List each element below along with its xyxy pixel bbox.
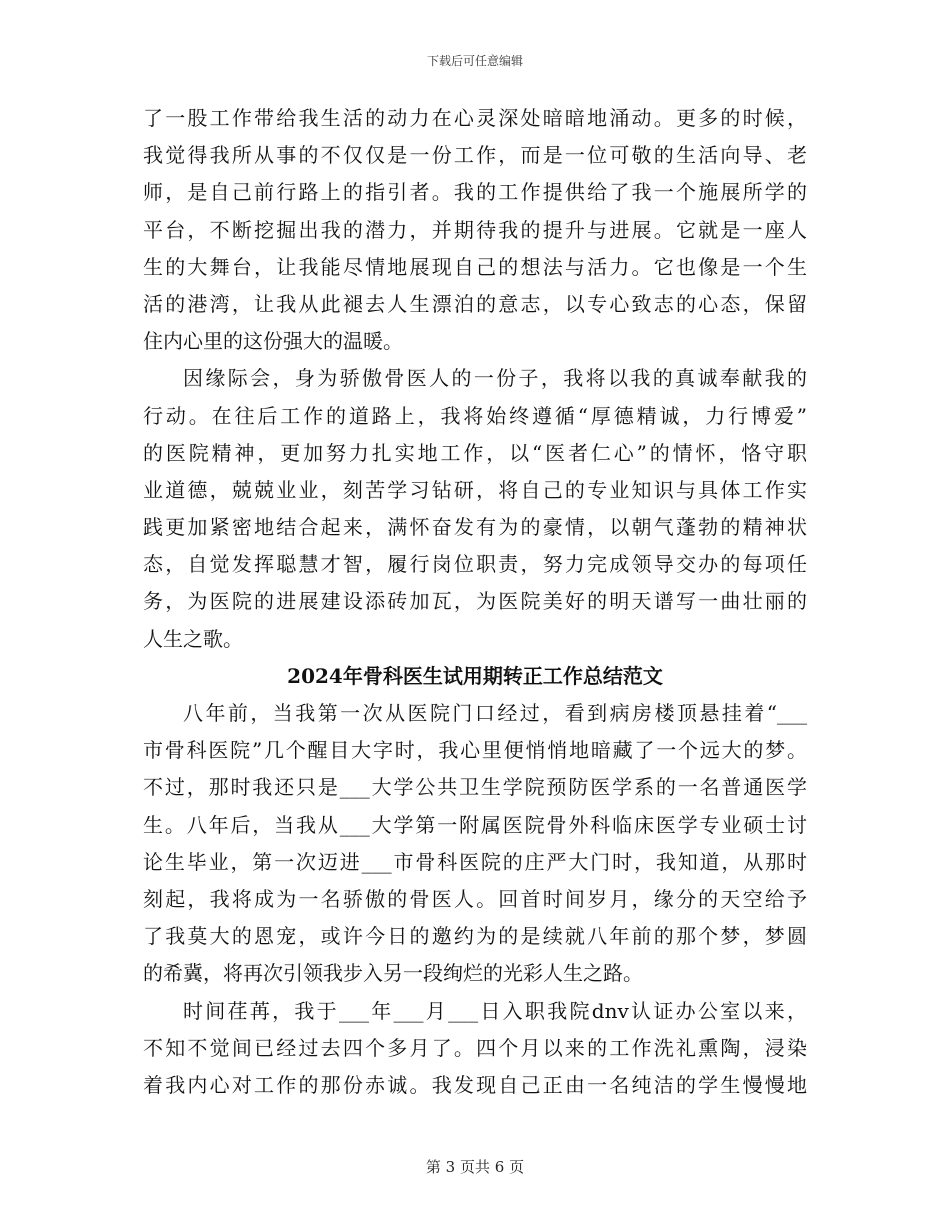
text-line: 务，为医院的进展建设添砖加瓦，为医院美好的明天谱写一曲壮丽的 [143, 589, 807, 614]
text-line: 行动。在往后工作的道路上，我将始终遵循“厚德精诚，力行博爱” [143, 403, 807, 428]
text-line: 刻起，我将成为一名骄傲的骨医人。回首时间岁月，缘分的天空给予 [143, 886, 807, 911]
text-line: 着我内心对工作的那份赤诚。我发现自己正由一名纯洁的学生慢慢地 [143, 1072, 807, 1097]
text-line: 八年前，当我第一次从医院门口经过，看到病房楼顶悬挂着“___ [183, 701, 807, 725]
text-line: 的希冀，将再次引领我步入另一段绚烂的光彩人生之路。 [143, 961, 643, 986]
page-footer: 第 3 页共 6 页 [425, 1158, 525, 1176]
text-line: 人生之歌。 [143, 626, 243, 651]
section-title: 2024年骨科医生试用期转正工作总结范文 [287, 663, 663, 688]
text-line: 业道德，兢兢业业，刻苦学习钻研，将自己的专业知识与具体工作实 [143, 477, 807, 502]
text-line: 活的港湾，让我从此褪去人生漂泊的意志，以专心致志的心态，保留 [143, 291, 807, 316]
text-line: 平台，不断挖掘出我的潜力，并期待我的提升与进展。它就是一座人 [143, 217, 807, 242]
text-line: 住内心里的这份强大的温暖。 [143, 329, 403, 354]
text-line: 市骨科医院”几个醒目大字时，我心里便悄悄地暗藏了一个远大的梦。 [143, 738, 807, 763]
text-line: 不知不觉间已经过去四个多月了。四个月以来的工作洗礼熏陶，浸染 [143, 1035, 807, 1060]
text-line: 不过，那时我还只是___大学公共卫生学院预防医学系的一名普通医学 [143, 775, 807, 800]
text-line: 了我莫大的恩宠，或许今日的邀约为的是续就八年前的那个梦，梦圆 [143, 924, 807, 949]
text-line: 了一股工作带给我生活的动力在心灵深处暗暗地涌动。更多的时候， [143, 106, 807, 130]
text-line: 论生毕业，第一次迈进___市骨科医院的庄严大门时，我知道，从那时 [143, 849, 807, 874]
text-line: 时间荏苒，我于___年___月___日入职我院dnv认证办公室以来， [183, 998, 807, 1023]
text-line: 我觉得我所从事的不仅仅是一份工作，而是一位可敬的生活向导、老 [143, 143, 807, 168]
page-header: 下载后可任意编辑 [426, 54, 523, 68]
document-body [143, 108, 807, 1112]
text-line: 生的大舞台，让我能尽情地展现自己的想法与活力。它也像是一个生 [143, 254, 807, 279]
text-line: 的医院精神，更加努力扎实地工作，以“医者仁心”的情怀，恪守职 [143, 440, 807, 465]
text-line: 生。八年后，当我从___大学第一附属医院骨外科临床医学专业硕士讨 [143, 812, 807, 837]
text-line: 师，是自己前行路上的指引者。我的工作提供给了我一个施展所学的 [143, 180, 807, 205]
text-line: 态，自觉发挥聪慧才智，履行岗位职责，努力完成领导交办的每项任 [143, 552, 807, 577]
text-line: 践更加紧密地结合起来，满怀奋发有为的豪情，以朝气蓬勃的精神状 [143, 515, 807, 540]
text-line: 因缘际会，身为骄傲骨医人的一份子，我将以我的真诚奉献我的 [183, 366, 807, 391]
